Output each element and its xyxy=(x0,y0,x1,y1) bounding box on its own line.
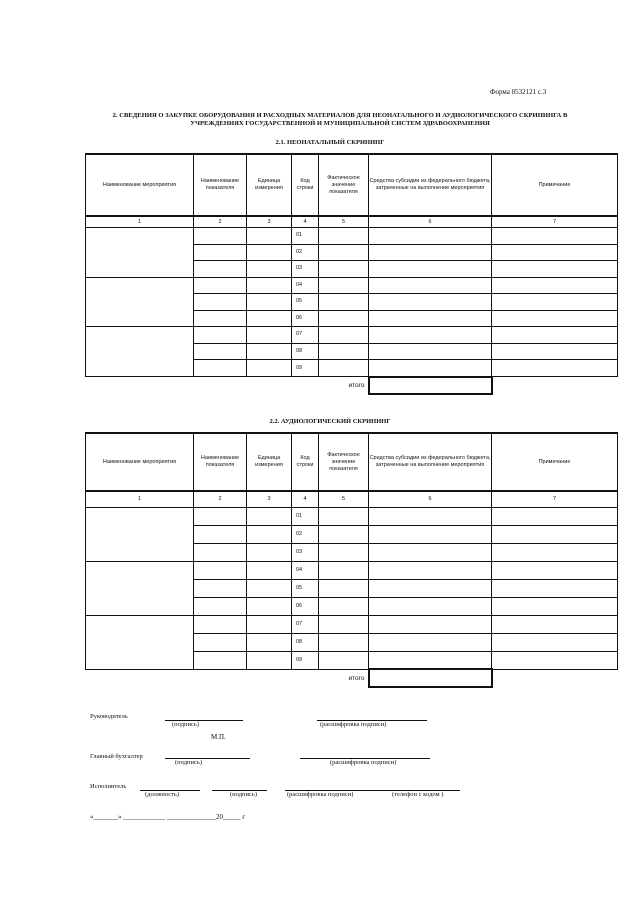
column-number: 1 xyxy=(86,216,194,228)
note-cell[interactable] xyxy=(492,633,618,651)
header-actual-value: Фактическое значение показателя xyxy=(319,433,369,491)
unit-cell[interactable] xyxy=(247,615,292,633)
indicator-cell[interactable] xyxy=(194,327,247,344)
row-code: 08 xyxy=(292,633,319,651)
form-number: Форма 0532121 с.3 xyxy=(490,88,547,96)
value-cell[interactable] xyxy=(319,261,369,278)
value-cell[interactable] xyxy=(319,310,369,327)
column-number: 6 xyxy=(369,491,492,507)
signature-hint: (подпись) xyxy=(172,721,199,728)
value-cell[interactable] xyxy=(319,294,369,311)
note-cell[interactable] xyxy=(492,327,618,344)
subsidy-cell[interactable] xyxy=(369,261,492,278)
table-row xyxy=(86,327,618,344)
column-number: 7 xyxy=(492,491,618,507)
value-cell[interactable] xyxy=(319,507,369,525)
value-cell[interactable] xyxy=(319,343,369,360)
title-line-2: УЧРЕЖДЕНИЯХ ГОСУДАРСТВЕННОЙ И МУНИЦИПАЛЬНОЙ СИСТЕМ ЗДРАВООХРАНЕНИЯ xyxy=(190,120,490,127)
note-cell[interactable] xyxy=(492,615,618,633)
total-label: итого xyxy=(348,382,365,389)
note-cell[interactable] xyxy=(492,228,618,245)
indicator-cell[interactable] xyxy=(194,561,247,579)
header-row-code: Код строки xyxy=(292,433,319,491)
subsidy-cell[interactable] xyxy=(369,561,492,579)
subsidy-cell[interactable] xyxy=(369,343,492,360)
subsidy-cell[interactable] xyxy=(369,525,492,543)
unit-cell[interactable] xyxy=(247,343,292,360)
row-code: 07 xyxy=(292,327,319,344)
subsidy-cell[interactable] xyxy=(369,360,492,377)
position-hint: (должность) xyxy=(145,791,180,798)
unit-cell[interactable] xyxy=(247,360,292,377)
unit-cell[interactable] xyxy=(247,543,292,561)
executor-label: Исполнитель xyxy=(90,783,127,790)
column-number: 4 xyxy=(292,491,319,507)
header-note: Примечание xyxy=(492,154,618,216)
header-event-name: Наименование мероприятия xyxy=(86,433,194,491)
column-number: 4 xyxy=(292,216,319,228)
column-number: 3 xyxy=(247,491,292,507)
section-title-audiology: 2.2. АУДИОЛОГИЧЕСКИЙ СКРИНИНГ xyxy=(269,418,391,425)
note-cell[interactable] xyxy=(492,343,618,360)
table-row xyxy=(86,507,618,525)
subsidy-cell[interactable] xyxy=(369,327,492,344)
value-cell[interactable] xyxy=(319,327,369,344)
indicator-cell[interactable] xyxy=(194,360,247,377)
header-note: Примечание xyxy=(492,433,618,491)
column-number: 5 xyxy=(319,216,369,228)
subsidy-cell[interactable] xyxy=(369,277,492,294)
note-cell[interactable] xyxy=(492,579,618,597)
subsidy-cell[interactable] xyxy=(369,294,492,311)
header-indicator-name: Наименование показателя xyxy=(194,154,247,216)
note-cell[interactable] xyxy=(492,507,618,525)
column-number: 7 xyxy=(492,216,618,228)
subsidy-cell[interactable] xyxy=(369,615,492,633)
column-number: 5 xyxy=(319,491,369,507)
event-name-cell[interactable] xyxy=(86,327,194,377)
subsidy-cell[interactable] xyxy=(369,507,492,525)
unit-cell[interactable] xyxy=(247,561,292,579)
unit-cell[interactable] xyxy=(247,525,292,543)
note-cell[interactable] xyxy=(492,597,618,615)
value-cell[interactable] xyxy=(319,651,369,669)
note-cell[interactable] xyxy=(492,543,618,561)
unit-cell[interactable] xyxy=(247,651,292,669)
subsidy-cell[interactable] xyxy=(369,597,492,615)
indicator-cell[interactable] xyxy=(194,651,247,669)
indicator-cell[interactable] xyxy=(194,543,247,561)
total-row xyxy=(86,669,618,687)
row-code: 06 xyxy=(292,597,319,615)
row-code: 04 xyxy=(292,277,319,294)
row-code: 01 xyxy=(292,228,319,245)
value-cell[interactable] xyxy=(319,561,369,579)
value-cell[interactable] xyxy=(319,277,369,294)
row-code: 07 xyxy=(292,615,319,633)
value-cell[interactable] xyxy=(319,633,369,651)
indicator-cell[interactable] xyxy=(194,525,247,543)
note-cell[interactable] xyxy=(492,277,618,294)
column-number-row xyxy=(86,491,618,507)
column-number: 3 xyxy=(247,216,292,228)
note-cell[interactable] xyxy=(492,244,618,261)
title-line-1: 2. СВЕДЕНИЯ О ЗАКУПКЕ ОБОРУДОВАНИЯ И РАСХОДНЫХ МАТЕРИАЛОВ ДЛЯ НЕОНАТАЛЬНОГО И АУДИОЛОГИЧЕСКОГО СКРИНИНГА В xyxy=(112,112,568,119)
note-cell[interactable] xyxy=(492,261,618,278)
unit-cell[interactable] xyxy=(247,261,292,278)
row-code: 09 xyxy=(292,651,319,669)
header-unit: Единица измерения xyxy=(247,433,292,491)
header-indicator-name: Наименование показателя xyxy=(194,433,247,491)
subsidy-cell[interactable] xyxy=(369,310,492,327)
unit-cell[interactable] xyxy=(247,228,292,245)
total-subsidy-cell[interactable] xyxy=(369,669,492,687)
unit-cell[interactable] xyxy=(247,507,292,525)
row-code: 08 xyxy=(292,343,319,360)
row-code: 02 xyxy=(292,244,319,261)
table-row xyxy=(86,561,618,579)
accountant-label: Главный бухгалтер xyxy=(90,753,143,760)
event-name-cell[interactable] xyxy=(86,277,194,327)
column-number: 2 xyxy=(194,216,247,228)
indicator-cell[interactable] xyxy=(194,277,247,294)
value-cell[interactable] xyxy=(319,597,369,615)
subsidy-cell[interactable] xyxy=(369,543,492,561)
note-cell[interactable] xyxy=(492,561,618,579)
section-title-neonatal: 2.1. НЕОНАТАЛЬНЫЙ СКРИНИНГ xyxy=(275,139,385,146)
column-number: 6 xyxy=(369,216,492,228)
row-code: 03 xyxy=(292,543,319,561)
signature-hint: (подпись) xyxy=(230,791,257,798)
indicator-cell[interactable] xyxy=(194,633,247,651)
subsidy-cell[interactable] xyxy=(369,228,492,245)
header-unit: Единица измерения xyxy=(247,154,292,216)
total-label: итого xyxy=(348,674,365,682)
indicator-cell[interactable] xyxy=(194,507,247,525)
table-row xyxy=(86,228,618,245)
unit-cell[interactable] xyxy=(247,277,292,294)
table-header-row xyxy=(86,154,618,216)
unit-cell[interactable] xyxy=(247,597,292,615)
event-name-cell[interactable] xyxy=(86,615,194,669)
note-cell[interactable] xyxy=(492,525,618,543)
row-code: 04 xyxy=(292,561,319,579)
unit-cell[interactable] xyxy=(247,579,292,597)
value-cell[interactable] xyxy=(319,360,369,377)
unit-cell[interactable] xyxy=(247,633,292,651)
total-subsidy-cell[interactable] xyxy=(369,377,492,395)
note-cell[interactable] xyxy=(492,294,618,311)
unit-cell[interactable] xyxy=(247,327,292,344)
indicator-cell[interactable] xyxy=(194,597,247,615)
indicator-cell[interactable] xyxy=(194,343,247,360)
row-code: 05 xyxy=(292,579,319,597)
value-cell[interactable] xyxy=(319,228,369,245)
signature-hint: (подпись) xyxy=(175,759,202,766)
indicator-cell[interactable] xyxy=(194,261,247,278)
table-neonatal xyxy=(85,153,618,395)
row-code: 02 xyxy=(292,525,319,543)
indicator-cell[interactable] xyxy=(194,294,247,311)
phone-hint: (телефон с кодом ) xyxy=(392,791,444,798)
total-row xyxy=(86,377,618,395)
event-name-cell[interactable] xyxy=(86,561,194,615)
table-audiology xyxy=(85,432,618,688)
value-cell[interactable] xyxy=(319,525,369,543)
indicator-cell[interactable] xyxy=(194,310,247,327)
indicator-cell[interactable] xyxy=(194,244,247,261)
note-cell[interactable] xyxy=(492,360,618,377)
note-cell[interactable] xyxy=(492,310,618,327)
subsidy-cell[interactable] xyxy=(369,244,492,261)
document-title xyxy=(80,112,600,128)
row-code: 06 xyxy=(292,310,319,327)
header-event-name: Наименование мероприятия xyxy=(86,154,194,216)
row-code: 01 xyxy=(292,507,319,525)
indicator-cell[interactable] xyxy=(194,615,247,633)
stamp-place: М.П. xyxy=(211,733,226,741)
header-actual-value: Фактическое значение показателя xyxy=(319,154,369,216)
date-line[interactable]: «_______» ____________ ______________20_____ г xyxy=(90,813,246,821)
table-header-row xyxy=(86,433,618,491)
value-cell[interactable] xyxy=(319,615,369,633)
unit-cell[interactable] xyxy=(247,294,292,311)
indicator-cell[interactable] xyxy=(194,228,247,245)
value-cell[interactable] xyxy=(319,244,369,261)
event-name-cell[interactable] xyxy=(86,507,194,561)
row-code: 03 xyxy=(292,261,319,278)
row-code: 09 xyxy=(292,360,319,377)
header-row-code: Код строки xyxy=(292,154,319,216)
column-number: 1 xyxy=(86,491,194,507)
note-cell[interactable] xyxy=(492,651,618,669)
header-federal-subsidy: Средства субсидии из федерального бюджета, затраченные на выполнение мероприятия xyxy=(369,154,492,216)
decode-hint: (расшифровка подписи) xyxy=(287,791,354,798)
subsidy-cell[interactable] xyxy=(369,633,492,651)
header-federal-subsidy: Средства субсидии из федерального бюджета, затраченные на выполнение мероприятия xyxy=(369,433,492,491)
indicator-cell[interactable] xyxy=(194,579,247,597)
subsidy-cell[interactable] xyxy=(369,579,492,597)
subsidy-cell[interactable] xyxy=(369,651,492,669)
value-cell[interactable] xyxy=(319,543,369,561)
unit-cell[interactable] xyxy=(247,310,292,327)
column-number-row xyxy=(86,216,618,228)
value-cell[interactable] xyxy=(319,579,369,597)
table-row xyxy=(86,277,618,294)
head-label: Руководитель xyxy=(90,713,128,720)
unit-cell[interactable] xyxy=(247,244,292,261)
column-number: 2 xyxy=(194,491,247,507)
decode-hint: (расшифровка подписи) xyxy=(320,721,387,728)
decode-hint: (расшифровка подписи) xyxy=(330,759,397,766)
row-code: 05 xyxy=(292,294,319,311)
event-name-cell[interactable] xyxy=(86,228,194,278)
table-row xyxy=(86,615,618,633)
